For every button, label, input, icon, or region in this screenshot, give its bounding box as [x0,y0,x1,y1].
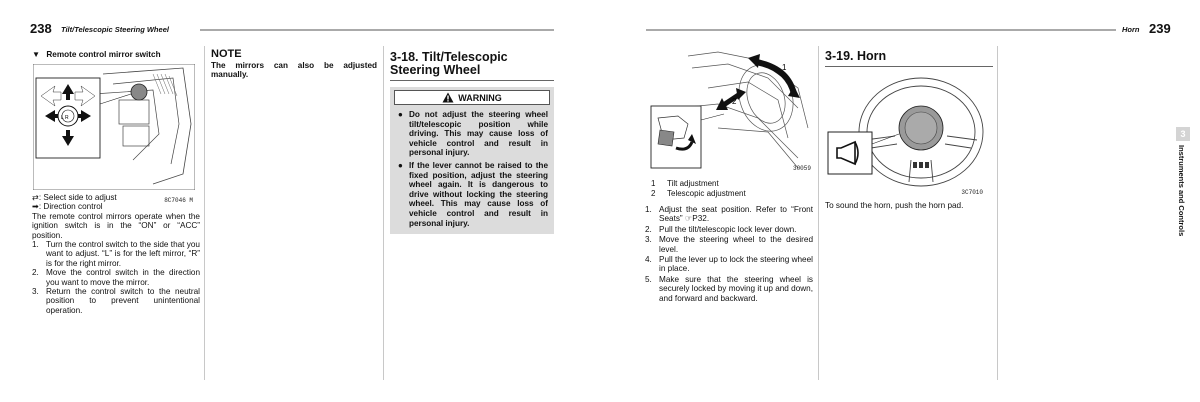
tilt-figure-captions [648,179,813,198]
tilt-figure [648,48,813,176]
warning-triangle-icon [442,92,454,103]
caption-item: 2 Telescopic adjustment [651,188,746,198]
horn-section [825,50,993,67]
caption-item: 1 Tilt adjustment [651,179,719,188]
list-item: 1. Turn the control switch to the side that you want to adjust. “L” is for the left mirror, “R” is for the right mirror. [32,240,200,268]
column-divider [818,46,819,380]
steering-column-illustration [648,48,813,176]
warning-header [394,90,550,105]
section-title-underline [825,66,993,67]
right-running-head: Horn [1122,25,1140,34]
svg-text:L R: L R [61,115,69,121]
mirror-switch-text [32,193,200,315]
horn-figure-code: 3C7010 [961,189,983,196]
list-item: ● If the lever cannot be raised to the fixed position, adjust the steering wheel again. It is dangerous to drive without locking the steering wheel. This may cause loss of vehicle control and result in personal injury. [398,160,548,228]
column-divider [383,46,384,380]
legend-direction: ➡: Direction control [32,202,103,212]
column-divider [204,46,205,380]
left-page-number: 238 [30,21,52,36]
list-item: 2. Pull the tilt/telescopic lock lever down. [645,224,797,234]
right-header-rule [646,29,1116,31]
tilt-steps-section [645,205,813,303]
chapter-tab-label: Instruments and Controls [1177,145,1186,237]
legend-select-side: ⇄: Select side to adjust [32,193,117,202]
note-text: The mirrors can also be adjusted manually. [211,61,377,80]
tilt-steps [645,205,813,303]
steering-wheel-horn-illustration [825,70,993,196]
mirror-switch-heading: ▼ Remote control mirror switch [32,50,161,59]
right-arrow-icon: ➡ [32,202,39,212]
horn-figure [825,70,993,196]
chapter-number: 3 [1180,129,1186,139]
left-running-head: Tilt/Telescopic Steering Wheel [61,25,169,34]
horn-text: To sound the horn, push the horn pad. [825,201,964,210]
warning-label: WARNING [458,92,502,103]
list-item: 3. Move the steering wheel to the desired level. [645,235,813,254]
swap-arrows-icon: ⇄ [32,193,39,202]
tilt-section [390,51,554,81]
right-page-number: 239 [1149,21,1171,36]
section-title-horn: 3-19. Horn [825,49,887,63]
warning-box [390,87,554,234]
note-title: NOTE [211,48,242,60]
list-item: 2. Move the control switch in the direction you want to move the mirror. [32,268,200,287]
list-item: 3. Return the control switch to the neutral position to prevent unintentional operation. [32,287,200,315]
list-item: 5. Make sure that the steering wheel is securely locked by moving it up and down, and forward and backward. [645,274,813,303]
warning-list [390,110,554,235]
column-divider [997,46,998,380]
tilt-figure-code: 30059 [792,165,811,172]
mirror-switch-section [32,50,200,59]
list-item: ● Do not adjust the steering wheel tilt/telescopic position while driving. This may cause loss of vehicle control and result in personal injury. [398,110,548,158]
list-item: 4. Pull the lever up to lock the steering wheel in place. [645,255,813,274]
list-item: 1. Adjust the seat position. Refer to “Front Seats” ☞P32. [645,205,813,224]
mirror-figure-code: 8C7046 M [164,197,193,204]
triangle-marker-icon: ▼ [32,50,41,59]
callout-2: 2 [732,97,737,106]
mirror-switch-illustration [33,64,195,190]
section-title-underline [390,80,554,81]
left-header-rule [200,29,554,31]
bullet-icon: ● [398,110,403,119]
mirror-intro-paragraph: The remote control mirrors operate when the ignition switch is in the “ON” or “ACC” position. [32,211,200,240]
bullet-icon: ● [398,160,403,170]
section-title-tilt: 3-18. Tilt/Telescopic Steering Wheel [390,50,508,77]
mirror-steps [32,240,200,315]
callout-1: 1 [782,63,787,72]
note-section [211,48,377,80]
chapter-tab [1176,127,1190,141]
